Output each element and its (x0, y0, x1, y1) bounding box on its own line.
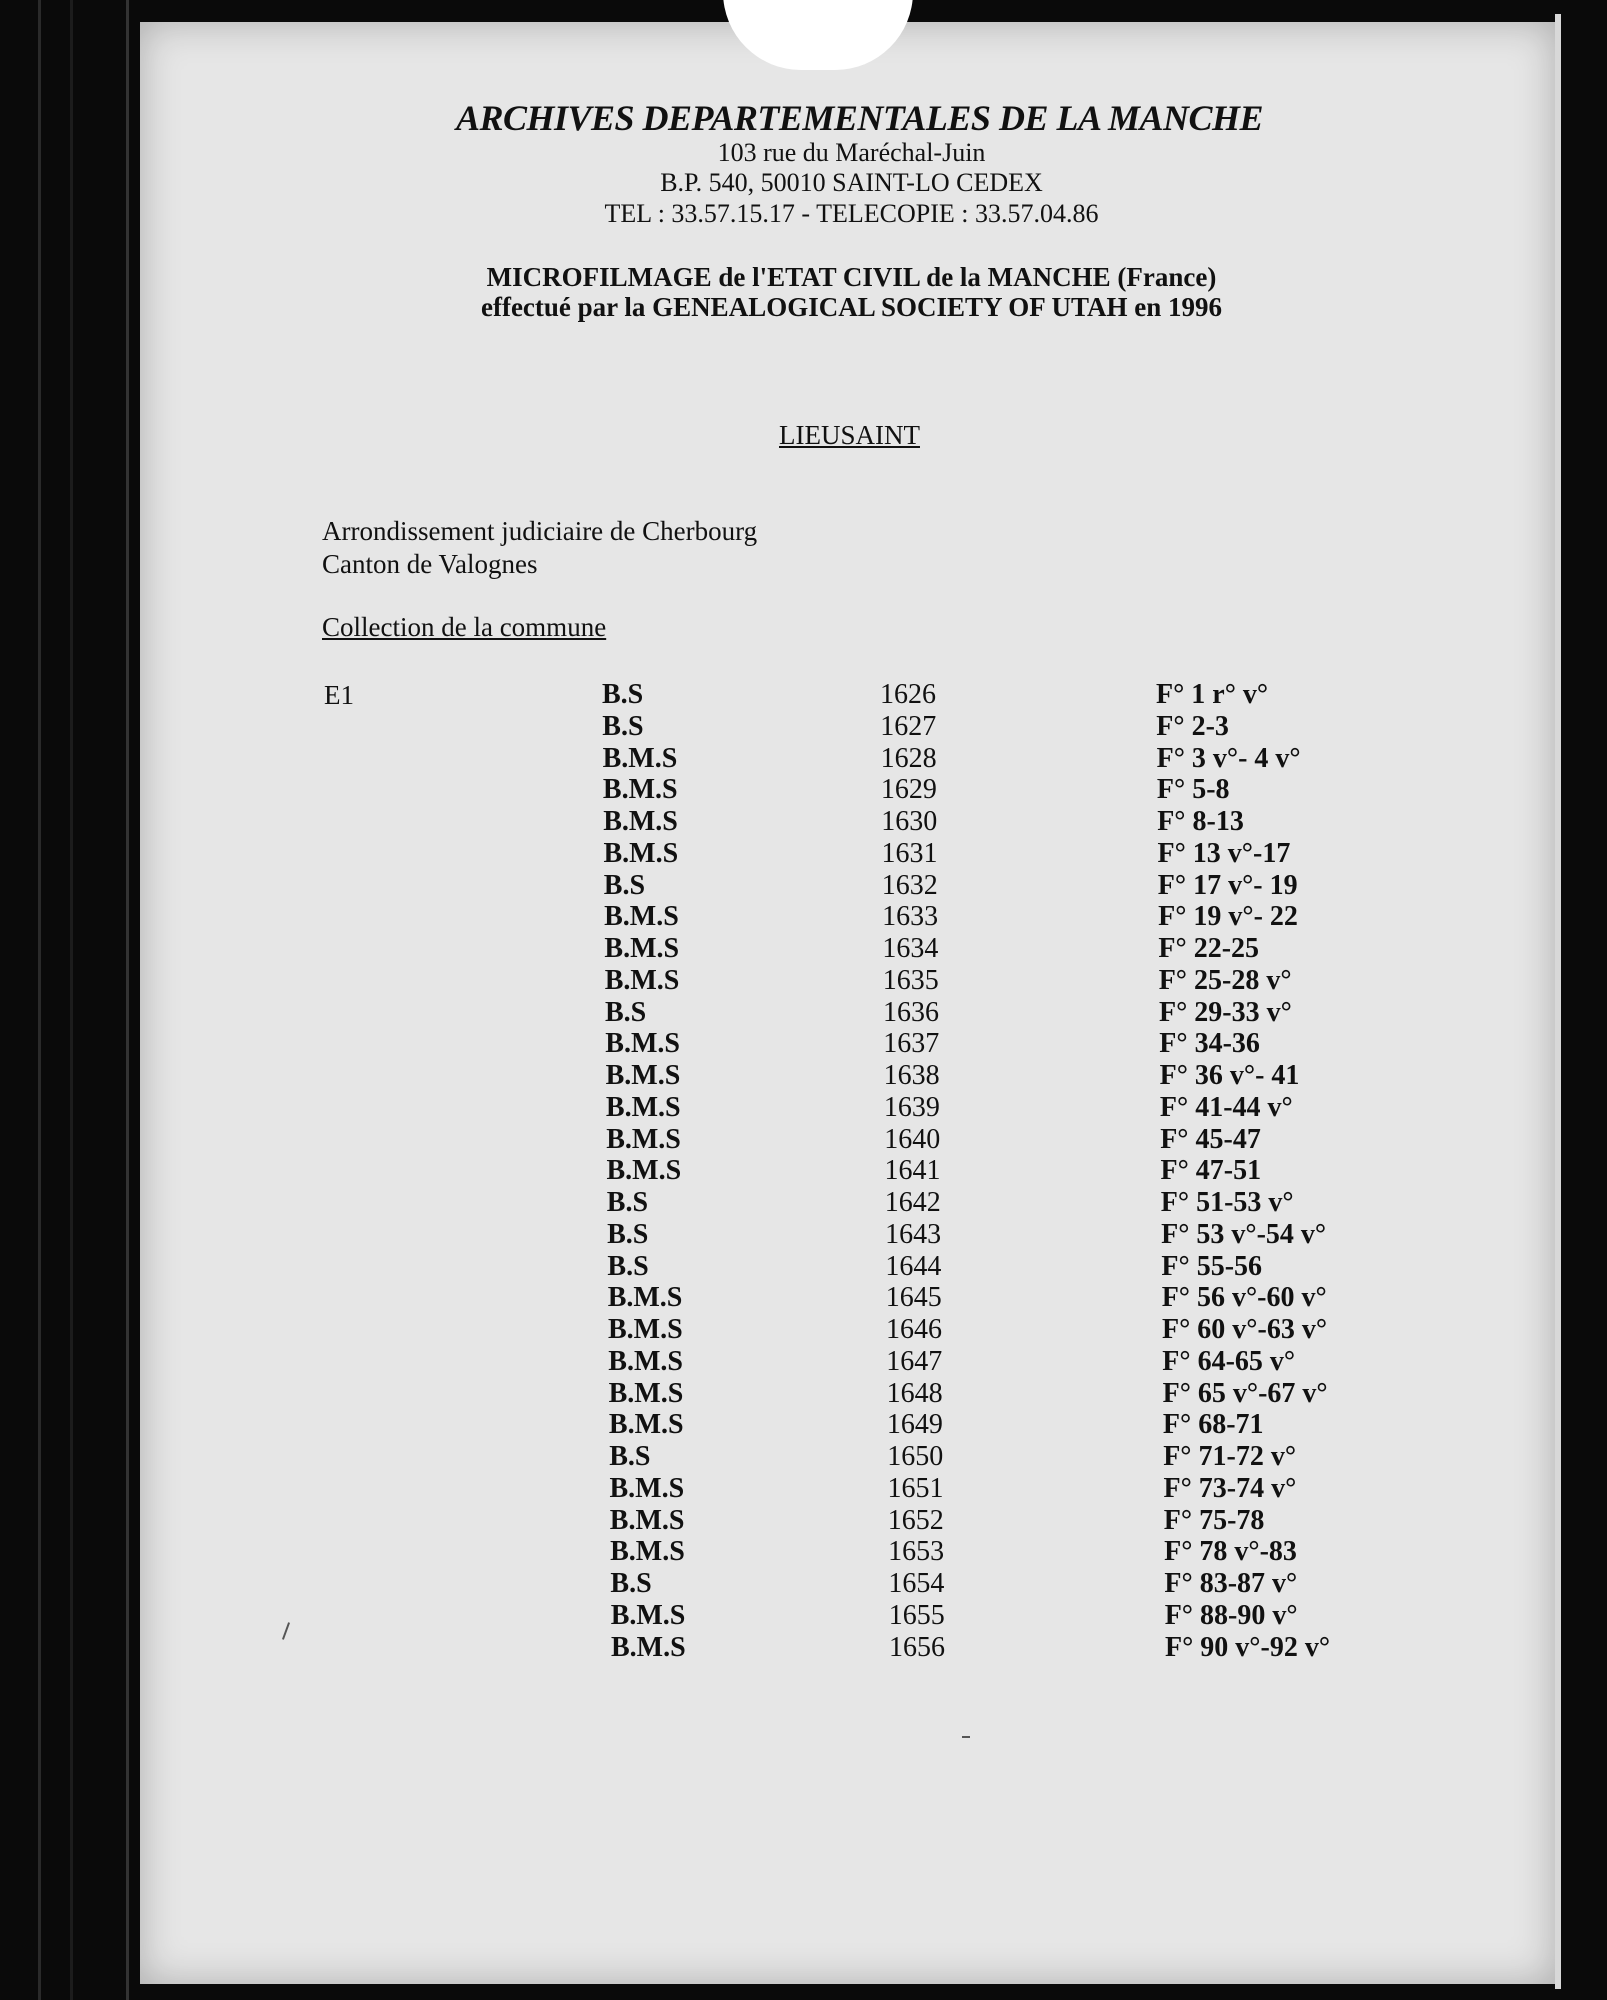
row-acts: B.S (605, 996, 647, 1028)
cote-label: E1 (324, 680, 354, 710)
row-year: 1629 (880, 774, 937, 806)
row-folio: F° 53 v°-54 v° (1161, 1218, 1327, 1250)
row-folio: F° 29-33 v° (1159, 996, 1292, 1028)
row-acts: B.M.S (611, 1631, 686, 1663)
row-folio: F° 83-87 v° (1164, 1568, 1298, 1599)
row-folio: F° 56 v°-60 v° (1161, 1282, 1327, 1314)
arrondissement-text: Arrondissement judiciaire de Cherbourg (322, 516, 758, 546)
row-acts: B.M.S (602, 742, 678, 774)
row-acts: B.M.S (606, 1123, 681, 1155)
row-year: 1628 (880, 742, 937, 774)
row-folio: F° 90 v°-92 v° (1165, 1631, 1331, 1663)
row-folio: F° 2-3 (1156, 710, 1229, 742)
row-acts: B.M.S (603, 837, 679, 869)
row-year: 1630 (881, 806, 938, 837)
row-year: 1656 (889, 1631, 945, 1663)
row-year: 1627 (880, 710, 937, 742)
commune-name: LIEUSAINT (779, 420, 920, 450)
document-page (140, 22, 1555, 1984)
row-year: 1639 (883, 1091, 940, 1123)
row-year: 1654 (888, 1568, 945, 1599)
row-acts: B.M.S (605, 1028, 680, 1060)
address-phone: TEL : 33.57.15.17 - TELECOPIE : 33.57.04.86 (604, 199, 1099, 228)
folder-notch (723, 0, 913, 70)
row-year: 1634 (882, 933, 939, 964)
row-year: 1646 (886, 1314, 942, 1345)
row-folio: F° 25-28 v° (1158, 964, 1292, 996)
row-acts: B.M.S (609, 1504, 685, 1536)
row-acts: B.S (607, 1218, 649, 1250)
microfilm-subtitle-2: effectué par la GENEALOGICAL SOCIETY OF UTAH en 1996 (480, 292, 1223, 322)
film-edge-line (126, 0, 129, 2000)
row-year: 1650 (887, 1441, 944, 1472)
canton-text: Canton de Valognes (322, 549, 538, 579)
film-edge-line (70, 0, 73, 2000)
row-folio: F° 51-53 v° (1160, 1187, 1294, 1218)
row-year: 1652 (887, 1504, 944, 1536)
row-year: 1651 (887, 1472, 944, 1504)
row-folio: F° 64-65 v° (1162, 1345, 1296, 1377)
row-folio: F° 71-72 v° (1163, 1441, 1297, 1472)
row-acts: B.M.S (608, 1314, 683, 1345)
row-year: 1644 (885, 1250, 942, 1282)
row-acts: B.M.S (602, 774, 678, 806)
row-year: 1633 (882, 901, 939, 933)
row-folio: F° 5-8 (1156, 774, 1230, 806)
row-year: 1638 (883, 1060, 940, 1091)
row-acts: B.M.S (604, 901, 679, 933)
row-acts: B.S (610, 1568, 652, 1599)
row-acts: B.S (606, 1187, 649, 1218)
row-folio: F° 1 r° v° (1156, 679, 1269, 710)
row-folio: F° 3 v°- 4 v° (1156, 742, 1301, 774)
row-year: 1626 (880, 679, 936, 710)
row-year: 1636 (883, 996, 939, 1028)
address-street: 103 rue du Maréchal-Juin (717, 138, 986, 167)
row-acts: B.M.S (604, 964, 680, 996)
row-acts: B.M.S (608, 1345, 683, 1377)
collection-heading: Collection de la commune (322, 612, 607, 642)
row-year: 1643 (885, 1218, 942, 1250)
row-acts: B.M.S (610, 1599, 686, 1631)
row-folio: F° 55-56 (1161, 1250, 1263, 1282)
row-acts: B.M.S (608, 1377, 684, 1409)
row-folio: F° 36 v°- 41 (1159, 1060, 1300, 1091)
row-acts: B.M.S (604, 933, 680, 964)
row-folio: F° 22-25 (1158, 933, 1260, 964)
row-folio: F° 17 v°- 19 (1157, 869, 1298, 901)
row-year: 1648 (886, 1377, 943, 1409)
row-folio: F° 65 v°-67 v° (1162, 1377, 1328, 1409)
row-year: 1647 (886, 1345, 943, 1377)
row-year: 1655 (888, 1599, 945, 1631)
row-year: 1649 (886, 1409, 943, 1441)
row-year: 1637 (883, 1028, 940, 1060)
row-folio: F° 78 v°-83 (1164, 1536, 1297, 1568)
row-year: 1635 (882, 964, 939, 996)
row-acts: B.M.S (605, 1091, 681, 1123)
scan-speck (962, 1736, 970, 1738)
row-acts: B.S (603, 869, 646, 901)
row-acts: B.M.S (609, 1472, 685, 1504)
row-folio: F° 47-51 (1160, 1155, 1262, 1187)
row-year: 1642 (884, 1187, 941, 1218)
row-acts: B.M.S (605, 1060, 681, 1091)
film-edge-line (38, 0, 41, 2000)
microfilm-subtitle-1: MICROFILMAGE de l'ETAT CIVIL de la MANCHE (France) (486, 262, 1217, 292)
row-acts: B.M.S (610, 1536, 685, 1568)
row-year: 1653 (888, 1536, 945, 1568)
address-postal: B.P. 540, 50010 SAINT-LO CEDEX (660, 168, 1043, 197)
row-year: 1631 (881, 837, 938, 869)
row-folio: F° 60 v°-63 v° (1162, 1314, 1328, 1345)
row-year: 1632 (881, 869, 938, 901)
row-folio: F° 88-90 v° (1164, 1599, 1298, 1631)
row-year: 1645 (885, 1282, 942, 1314)
row-folio: F° 8-13 (1157, 806, 1244, 837)
row-acts: B.S (602, 710, 644, 742)
row-acts: B.M.S (603, 806, 678, 837)
row-acts: B.M.S (606, 1155, 682, 1187)
scan-speck (282, 1622, 290, 1640)
row-folio: F° 13 v°-17 (1157, 837, 1291, 869)
row-acts: B.S (609, 1441, 651, 1472)
row-year: 1640 (884, 1123, 941, 1155)
row-folio: F° 45-47 (1160, 1123, 1261, 1155)
row-acts: B.S (602, 679, 644, 710)
row-acts: B.M.S (607, 1282, 683, 1314)
row-folio: F° 19 v°- 22 (1158, 901, 1298, 933)
row-folio: F° 68-71 (1162, 1409, 1264, 1441)
row-acts: B.M.S (608, 1409, 684, 1441)
row-folio: F° 41-44 v° (1159, 1091, 1293, 1123)
row-acts: B.S (607, 1250, 649, 1282)
archive-title: ARCHIVES DEPARTEMENTALES DE LA MANCHE (455, 98, 1264, 138)
row-folio: F° 73-74 v° (1163, 1472, 1297, 1504)
row-folio: F° 75-78 (1163, 1504, 1265, 1536)
row-year: 1641 (884, 1155, 941, 1187)
row-folio: F° 34-36 (1159, 1028, 1260, 1060)
